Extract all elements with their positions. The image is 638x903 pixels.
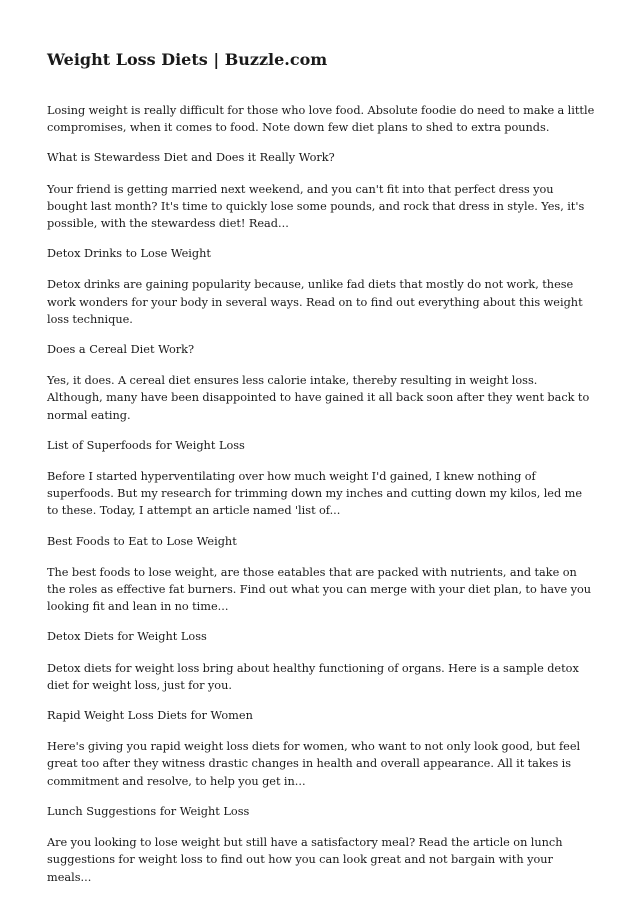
article-summary: Yes, it does. A cereal diet ensures less calorie intake, thereby resulting in weight loss. Although, many have been disappointed to have gained it all back soon after they went back to normal eating.	[47, 374, 590, 422]
article-summary: Detox drinks are gaining popularity because, unlike fad diets that mostly do not work, these work wonders for your body in several ways. Read on to find out everything about this weight loss technique.	[47, 278, 583, 326]
article-heading: What is Stewardess Diet and Does it Really Work?	[47, 151, 335, 165]
article-summary: Are you looking to lose weight but still have a satisfactory meal? Read the article on lunch suggestions for weight loss to find out how you can look great and not bargain with your meals...	[47, 836, 563, 884]
page-title: Weight Loss Diets | Buzzle.com	[47, 50, 328, 69]
article-summary: Your friend is getting married next weekend, and you can't fit into that perfect dress you bought last month? It's time to quickly lose some pounds, and rock that dress in style. Yes, it's possible, with the stewardess diet! Read...	[47, 182, 585, 231]
document-page	[47, 50, 595, 899]
article-heading: Lunch Suggestions for Weight Loss	[47, 804, 250, 818]
article-summary: The best foods to lose weight, are those eatables that are packed with nutrients, and take on the roles as effective fat burners. Find out what you can merge with your diet plan, to have you looking fit and lean in no time...	[47, 565, 592, 614]
article-heading: Best Foods to Eat to Lose Weight	[47, 534, 237, 548]
article-heading: Rapid Weight Loss Diets for Women	[47, 709, 253, 723]
intro-paragraph: Losing weight is really difficult for those who love food. Absolute foodie do need to make a little compromises, when it comes to food. Note down few diet plans to shed to extra pounds.	[47, 104, 595, 135]
article-heading: Detox Diets for Weight Loss	[47, 630, 207, 644]
article-heading: Detox Drinks to Lose Weight	[47, 247, 211, 261]
article-summary: Here's giving you rapid weight loss diets for women, who want to not only look good, but feel great too after they witness drastic changes in health and overall appearance. All it takes is commitment and resolve, to help you get in...	[47, 740, 581, 788]
article-summary: Before I started hyperventilating over how much weight I'd gained, I knew nothing of superfoods. But my research for trimming down my inches and cutting down my kilos, led me to these. Today, I attempt an article named 'list of...	[47, 470, 583, 518]
article-summary: Detox diets for weight loss bring about healthy functioning of organs. Here is a sample detox diet for weight loss, just for you.	[47, 661, 579, 692]
article-heading: Does a Cereal Diet Work?	[47, 343, 195, 357]
article-heading: List of Superfoods for Weight Loss	[47, 438, 245, 452]
